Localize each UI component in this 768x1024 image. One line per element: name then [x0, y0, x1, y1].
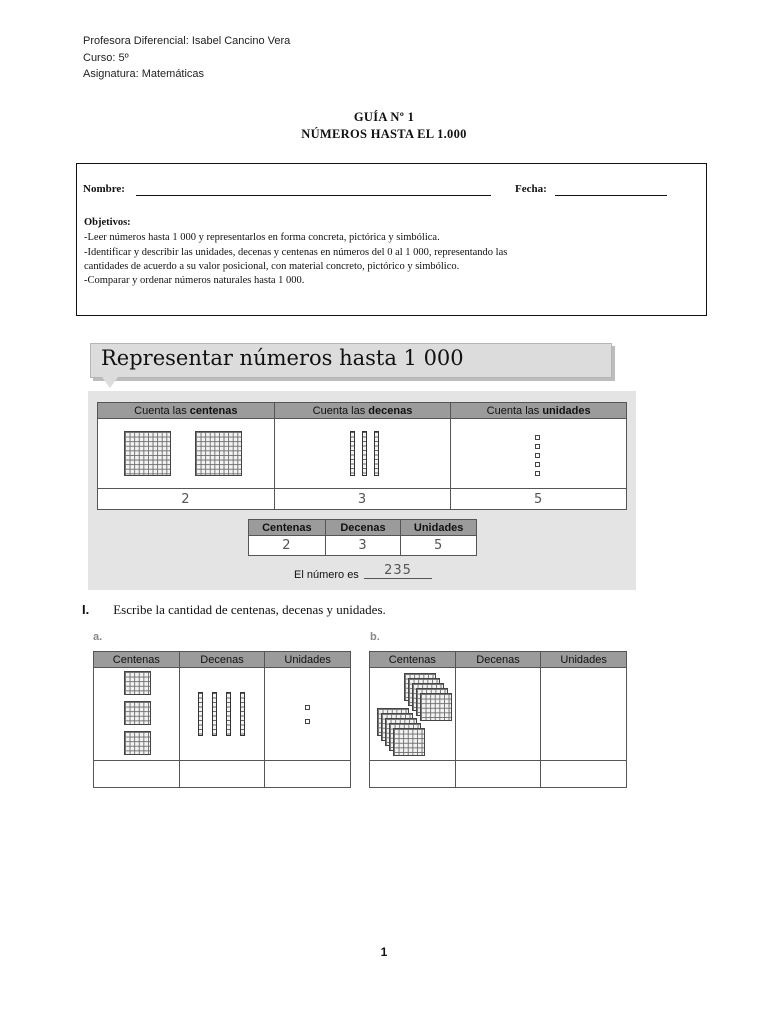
header-hundreds: Centenas	[249, 520, 326, 536]
b-tens-cell	[455, 668, 541, 761]
hundred-flat	[124, 701, 151, 725]
banner-tail	[102, 377, 118, 388]
unit-cube	[535, 435, 540, 440]
name-label: Nombre:	[83, 183, 125, 195]
header-units: Unidades	[401, 520, 477, 536]
hundred-flat	[124, 731, 151, 755]
header-count-units: Cuenta las unidades	[451, 403, 627, 419]
unit-cube	[535, 462, 540, 467]
banner-text: Representar números hasta 1 000	[101, 346, 464, 370]
part-a-label: a.	[93, 631, 103, 643]
header-count-hundreds: Cuenta las centenas	[98, 403, 275, 419]
objectives-heading: Objetivos:	[84, 217, 131, 228]
a-header-units: Unidades	[265, 652, 351, 668]
b-tens-answer[interactable]	[455, 761, 541, 788]
ten-rod	[226, 692, 231, 736]
b-header-hundreds: Centenas	[370, 652, 456, 668]
b-header-units: Unidades	[541, 652, 627, 668]
ten-rod	[350, 431, 355, 476]
exercise-instruction: I. Escribe la cantidad de centenas, decenas y unidades.	[82, 602, 386, 617]
teacher-name: Profesora Diferencial: Isabel Cancino Vera	[83, 35, 291, 47]
guide-subtitle: NÚMEROS HASTA EL 1.000	[301, 127, 467, 141]
objective-3: -Comparar y ordenar números naturales hasta 1 000.	[84, 275, 305, 286]
a-tens-cell	[179, 668, 265, 761]
student-info-box	[76, 163, 707, 316]
objective-2a: -Identificar y describir las unidades, decenas y centenas en números del 0 al 1 000, representando las	[84, 247, 508, 258]
hundred-flat	[420, 693, 452, 721]
objective-2b: cantidades de acuerdo a su valor posicional, con material concreto, pictórico y simbólico.	[84, 261, 460, 272]
place-value-table	[248, 519, 477, 556]
a-header-tens: Decenas	[179, 652, 265, 668]
ten-rod	[362, 431, 367, 476]
unit-cube	[535, 471, 540, 476]
exercise-numeral: I.	[82, 602, 90, 617]
unit-cube	[535, 453, 540, 458]
hundred-flat	[124, 671, 151, 695]
ten-rod	[374, 431, 379, 476]
header-tens: Decenas	[325, 520, 401, 536]
b-units-cell	[541, 668, 627, 761]
hundreds-value: 2	[249, 536, 326, 556]
course: Curso: 5º	[83, 52, 129, 64]
header-count-tens: Cuenta las decenas	[274, 403, 451, 419]
part-b-label: b.	[370, 631, 380, 643]
page-number: 1	[380, 945, 388, 959]
b-hundreds-answer[interactable]	[370, 761, 456, 788]
hundred-flat	[393, 728, 425, 756]
hundred-flat	[124, 431, 171, 476]
unit-cube	[305, 705, 310, 710]
a-tens-answer[interactable]	[179, 761, 265, 788]
number-value: 235	[364, 563, 432, 579]
ten-rod	[198, 692, 203, 736]
unit-cube	[535, 444, 540, 449]
a-header-hundreds: Centenas	[94, 652, 180, 668]
a-units-cell	[265, 668, 351, 761]
units-count: 5	[451, 489, 627, 510]
guide-title: GUÍA Nº 1	[353, 110, 415, 124]
tens-value: 3	[325, 536, 401, 556]
hundred-flat	[195, 431, 242, 476]
ten-rod	[240, 692, 245, 736]
example-banner	[90, 343, 612, 378]
b-header-tens: Decenas	[455, 652, 541, 668]
b-units-answer[interactable]	[541, 761, 627, 788]
name-field[interactable]	[136, 195, 491, 196]
a-units-answer[interactable]	[265, 761, 351, 788]
tens-count: 3	[274, 489, 451, 510]
date-field[interactable]	[555, 195, 667, 196]
units-value: 5	[401, 536, 477, 556]
ten-rod	[212, 692, 217, 736]
subject: Asignatura: Matemáticas	[83, 68, 205, 80]
hundreds-count: 2	[98, 489, 275, 510]
number-label: El número es	[294, 569, 359, 581]
a-hundreds-answer[interactable]	[94, 761, 180, 788]
date-label: Fecha:	[515, 183, 547, 195]
objective-1: -Leer números hasta 1 000 y representarlos en forma concreta, pictórica y simbólica.	[84, 232, 440, 243]
unit-cube	[305, 719, 310, 724]
